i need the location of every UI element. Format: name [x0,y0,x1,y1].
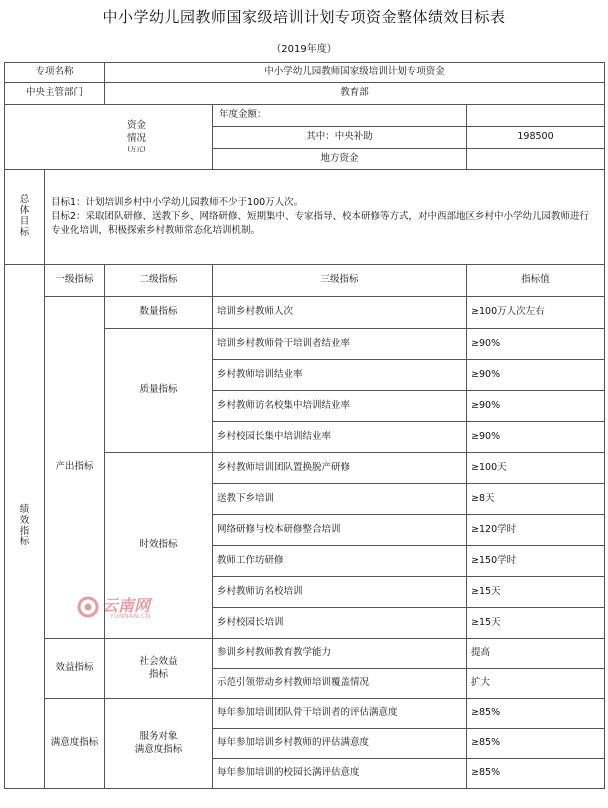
indicator-value: 提高 [467,639,605,669]
indicator-value: ≥90% [467,360,605,391]
indicator-value: ≥90% [467,391,605,422]
indicator-value: ≥100万人次左右 [467,297,605,329]
indicator-value: ≥15天 [467,577,605,608]
indicator-name: 参训乡村教师教育教学能力 [213,639,467,669]
indicator-value: ≥85% [467,759,605,789]
satisfaction-label: 满意度指标 [45,699,105,789]
funds-annual-value [467,105,605,127]
indicator-name: 培训乡村教师人次 [213,297,467,329]
goals-label: 总 体 目 标 [5,170,45,265]
watermark-name: 云南网 [102,596,151,615]
performance-table [4,62,605,789]
goal-1: 目标1：计划培训乡村中小学幼儿园教师不少于100万人次。 [51,197,304,209]
quantity-label: 数量指标 [105,297,213,329]
funds-annual-row [5,105,605,127]
department-label: 中央主管部门 [5,83,105,105]
indicator-name: 每年参加培训的校园长满评估意度 [213,759,467,789]
indicator-value: ≥15天 [467,608,605,639]
table-row [5,699,605,729]
benefit-label: 效益指标 [45,639,105,699]
goals-cell [45,170,605,265]
header-value: 指标值 [467,265,605,297]
indicator-value: ≥100天 [467,453,605,484]
department-value: 教育部 [105,83,605,105]
table-row [5,639,605,669]
funds-local-value [467,149,605,170]
indicator-name: 乡村校园长集中培训结业率 [213,422,467,453]
page-title: 中小学幼儿园教师国家级培训计划专项资金整体绩效目标表 [102,8,506,26]
output-label: 产出指标 [45,297,105,639]
funds-annual-label: 年度金额： [213,105,467,127]
indicator-name: 每年参加培训乡村教师的评估满意度 [213,729,467,759]
quality-label: 质量指标 [105,329,213,453]
funds-central-value: 198500 [467,127,605,149]
funds-local-label: 地方资金 [213,149,467,170]
indicator-name: 每年参加培训团队骨干培训者的评估满意度 [213,699,467,729]
social-benefit-label: 社会效益 指标 [105,639,213,699]
indicator-name: 示范引领带动乡村教师培训覆盖情况 [213,669,467,699]
header-level3: 三级指标 [213,265,467,297]
indicators-label: 绩 效 指 标 [5,265,45,789]
indicator-name: 乡村教师培训结业率 [213,360,467,391]
project-value: 中小学幼儿园教师国家级培训计划专项资金 [105,63,605,83]
indicator-value: ≥90% [467,422,605,453]
funds-unit: (万元) [127,145,146,154]
funds-label: 资金 情况 [127,119,147,144]
indicator-value: ≥120学时 [467,515,605,546]
funds-label-cell [5,105,213,170]
indicator-header-row [5,265,605,297]
indicator-name: 乡村校园长培训 [213,608,467,639]
funds-central-label: 其中：中央补助 [213,127,467,149]
indicator-name: 乡村教师访名校培训 [213,577,467,608]
year-subtitle: （2019年度） [271,44,337,55]
project-label: 专项名称 [5,63,105,83]
service-satisfaction-label: 服务对象 满意度指标 [105,699,213,789]
timeliness-label: 时效指标 [105,453,213,639]
goal-2: 目标2：采取团队研修、送教下乡、网络研修、短期集中、专家指导、校本研修等方式，对中西部地区乡村中小学幼儿园教师进行专业化培训，积极探索乡村教师常态化培训机制。 [51,211,590,236]
header-level1: 一级指标 [45,265,105,297]
department-row [5,83,605,105]
yunnan-watermark [72,591,192,627]
goals-row [5,170,605,265]
indicator-name: 送教下乡培训 [213,484,467,515]
watermark-domain: YUNNAN.CN [110,613,151,620]
indicator-value: 扩大 [467,669,605,699]
indicator-name: 乡村教师访名校集中培训结业率 [213,391,467,422]
indicator-value: ≥150学时 [467,546,605,577]
header-level2: 二级指标 [105,265,213,297]
indicator-name: 乡村教师培训团队置换脱产研修 [213,453,467,484]
indicator-name: 教师工作坊研修 [213,546,467,577]
indicator-value: ≥90% [467,329,605,360]
indicator-value: ≥85% [467,699,605,729]
table-row [5,297,605,329]
yunnan-logo-icon [76,595,100,619]
indicator-value: ≥85% [467,729,605,759]
project-row [5,63,605,83]
indicator-name: 网络研修与校本研修整合培训 [213,515,467,546]
indicator-value: ≥8天 [467,484,605,515]
indicator-name: 培训乡村教师骨干培训者结业率 [213,329,467,360]
